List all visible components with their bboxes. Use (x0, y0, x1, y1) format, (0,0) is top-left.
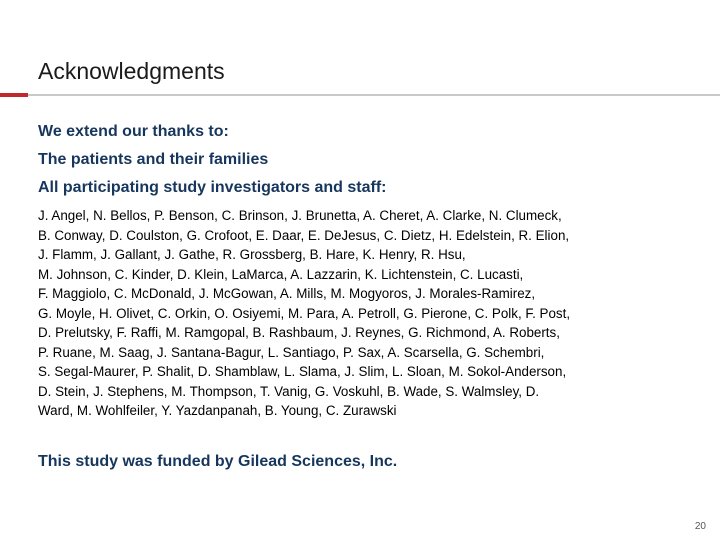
investigator-names-line: D. Stein, J. Stephens, M. Thompson, T. Vanig, G. Voskuhl, B. Wade, S. Walmsley, D. (38, 383, 540, 399)
investigator-names-line: B. Conway, D. Coulston, G. Crofoot, E. Daar, E. DeJesus, C. Dietz, H. Edelstein, R. Elion, (38, 227, 570, 243)
title-accent-bar (0, 93, 28, 97)
title-divider (28, 94, 720, 96)
page-number: 20 (694, 521, 706, 532)
investigator-names-line: S. Segal-Maurer, P. Shalit, D. Shamblaw, L. Slama, J. Slim, L. Sloan, M. Sokol-Anderson, (38, 364, 567, 379)
investigator-names-line: P. Ruane, M. Saag, J. Santana-Bagur, L. Santiago, P. Sax, A. Scarsella, G. Schembri, (38, 344, 545, 360)
thanks-heading: We extend our thanks to: (38, 123, 229, 140)
slide-title: Acknowledgments (38, 58, 225, 84)
funding-statement: This study was funded by Gilead Sciences, Inc. (38, 453, 398, 470)
investigator-names-line: J. Flamm, J. Gallant, J. Gathe, R. Grossberg, B. Hare, K. Henry, R. Hsu, (38, 247, 466, 262)
investigator-names (38, 206, 698, 421)
investigator-names-line: Ward, M. Wohlfeiler, Y. Yazdanpanah, B. Young, C. Zurawski (38, 403, 397, 418)
patients-heading: The patients and their families (38, 151, 269, 168)
investigator-names-line: D. Prelutsky, F. Raffi, M. Ramgopal, B. Rashbaum, J. Reynes, G. Richmond, A. Roberts, (38, 325, 560, 340)
investigator-names-line: G. Moyle, H. Olivet, C. Orkin, O. Osiyemi, M. Para, A. Petroll, G. Pierone, C. Polk, F. Post, (38, 305, 571, 321)
investigator-names-line: M. Johnson, C. Kinder, D. Klein, LaMarca, A. Lazzarin, K. Lichtenstein, C. Lucasti, (38, 266, 524, 282)
investigator-names-line: J. Angel, N. Bellos, P. Benson, C. Brinson, J. Brunetta, A. Cheret, A. Clarke, N. Clumeck, (38, 208, 562, 223)
investigators-heading: All participating study investigators and staff: (38, 179, 387, 196)
investigator-names-line: F. Maggiolo, C. McDonald, J. McGowan, A. Mills, M. Mogyoros, J. Morales-Ramirez, (38, 286, 536, 301)
